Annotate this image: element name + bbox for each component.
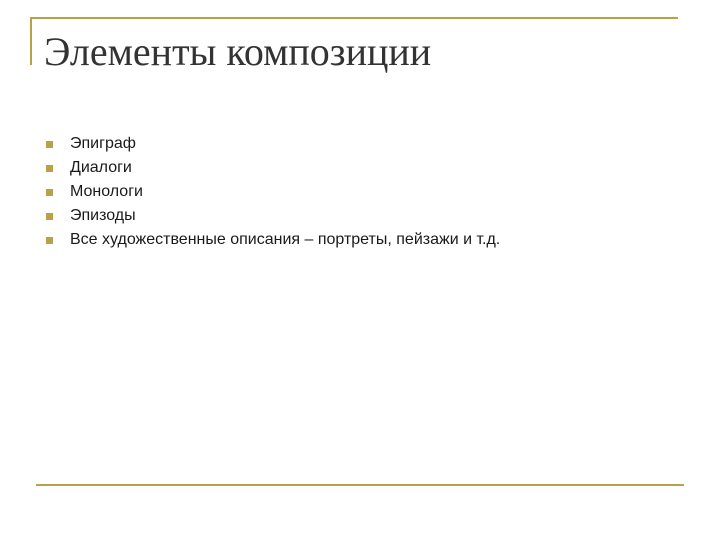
square-bullet-icon [46,237,53,244]
bullet-text: Диалоги [70,159,132,176]
bullet-item [44,180,500,204]
bullet-text: Все художественные описания – портреты, пейзажи и т.д. [70,231,501,248]
square-bullet-icon [46,189,53,196]
frame-left-line [30,17,32,65]
slide-title: Элементы композиции [44,29,432,74]
bullet-item [44,228,500,252]
bullet-text: Монологи [70,183,143,200]
bullet-item [44,204,500,228]
bullet-item [44,132,500,156]
square-bullet-icon [46,141,53,148]
square-bullet-icon [46,165,53,172]
frame-top-line [30,17,678,19]
bullet-item [44,156,500,180]
bullet-text: Эпизоды [70,207,136,224]
bullet-list [44,132,500,252]
frame-bottom-line [36,484,684,486]
square-bullet-icon [46,213,53,220]
bullet-text: Эпиграф [70,135,136,152]
